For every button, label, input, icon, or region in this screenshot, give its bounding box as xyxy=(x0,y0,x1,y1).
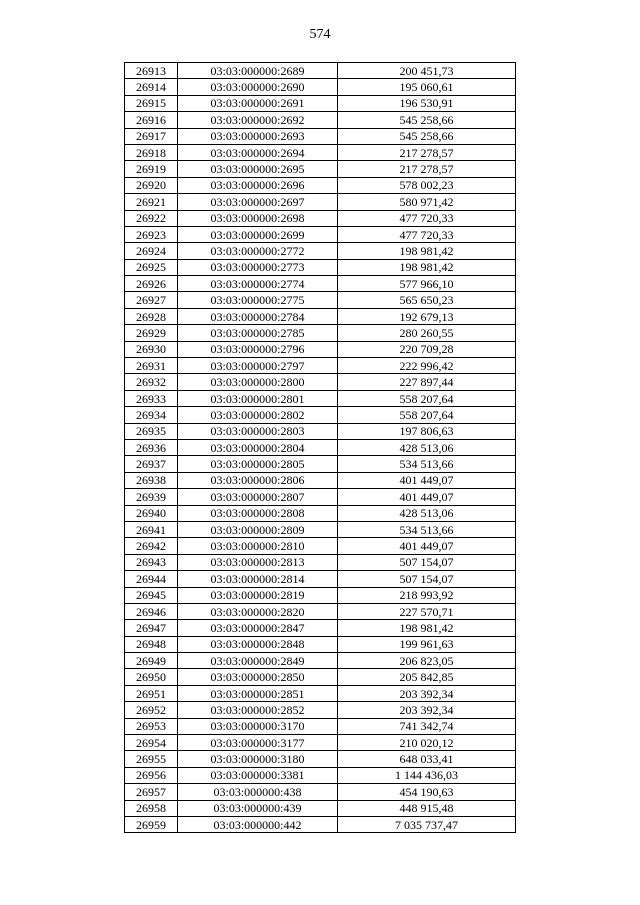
cadastral-number-cell: 03:03:000000:2804 xyxy=(178,439,338,455)
cadastral-number-cell: 03:03:000000:2698 xyxy=(178,210,338,226)
row-number-cell: 26946 xyxy=(125,603,178,619)
row-number-cell: 26923 xyxy=(125,226,178,242)
table-row xyxy=(125,161,516,177)
table-row xyxy=(125,521,516,537)
cadastral-value-cell: 534 513,66 xyxy=(338,521,516,537)
row-number-cell: 26933 xyxy=(125,390,178,406)
table-row xyxy=(125,554,516,570)
table-row xyxy=(125,784,516,800)
cadastral-value-cell: 477 720,33 xyxy=(338,226,516,242)
table-row xyxy=(125,538,516,554)
table-row xyxy=(125,423,516,439)
cadastral-value-cell: 197 806,63 xyxy=(338,423,516,439)
cadastral-number-cell: 03:03:000000:438 xyxy=(178,784,338,800)
cadastral-number-cell: 03:03:000000:2695 xyxy=(178,161,338,177)
cadastral-number-cell: 03:03:000000:2814 xyxy=(178,571,338,587)
cadastral-value-cell: 218 993,92 xyxy=(338,587,516,603)
table-row xyxy=(125,144,516,160)
cadastral-value-cell: 558 207,64 xyxy=(338,390,516,406)
cadastral-number-cell: 03:03:000000:2813 xyxy=(178,554,338,570)
cadastral-value-cell: 205 842,85 xyxy=(338,669,516,685)
row-number-cell: 26935 xyxy=(125,423,178,439)
table-row xyxy=(125,571,516,587)
table-row xyxy=(125,226,516,242)
cadastral-value-cell: 192 679,13 xyxy=(338,308,516,324)
table-row xyxy=(125,390,516,406)
cadastral-number-cell: 03:03:000000:439 xyxy=(178,800,338,816)
cadastral-value-cell: 222 996,42 xyxy=(338,358,516,374)
table-row xyxy=(125,63,516,79)
cadastral-number-cell: 03:03:000000:2801 xyxy=(178,390,338,406)
row-number-cell: 26931 xyxy=(125,358,178,374)
row-number-cell: 26953 xyxy=(125,718,178,734)
cadastral-value-cell: 195 060,61 xyxy=(338,79,516,95)
cadastral-value-cell: 210 020,12 xyxy=(338,735,516,751)
cadastral-value-cell: 577 966,10 xyxy=(338,276,516,292)
row-number-cell: 26928 xyxy=(125,308,178,324)
cadastral-value-cell: 196 530,91 xyxy=(338,95,516,111)
table-row xyxy=(125,653,516,669)
row-number-cell: 26919 xyxy=(125,161,178,177)
table-row xyxy=(125,308,516,324)
table-row xyxy=(125,194,516,210)
cadastral-number-cell: 03:03:000000:2819 xyxy=(178,587,338,603)
cadastral-number-cell: 03:03:000000:2796 xyxy=(178,341,338,357)
cadastral-number-cell: 03:03:000000:2806 xyxy=(178,472,338,488)
cadastral-value-cell: 401 449,07 xyxy=(338,472,516,488)
cadastral-value-cell: 578 002,23 xyxy=(338,177,516,193)
cadastral-number-cell: 03:03:000000:2697 xyxy=(178,194,338,210)
cadastral-number-cell: 03:03:000000:2693 xyxy=(178,128,338,144)
cadastral-value-cell: 648 033,41 xyxy=(338,751,516,767)
row-number-cell: 26934 xyxy=(125,407,178,423)
table-row xyxy=(125,456,516,472)
cadastral-value-cell: 200 451,73 xyxy=(338,63,516,79)
row-number-cell: 26957 xyxy=(125,784,178,800)
table-row xyxy=(125,276,516,292)
cadastral-value-cell: 741 342,74 xyxy=(338,718,516,734)
table-row xyxy=(125,95,516,111)
cadastral-value-cell: 217 278,57 xyxy=(338,161,516,177)
table-row xyxy=(125,407,516,423)
table-row xyxy=(125,800,516,816)
cadastral-number-cell: 03:03:000000:2852 xyxy=(178,702,338,718)
table-row xyxy=(125,325,516,341)
cadastral-number-cell: 03:03:000000:2847 xyxy=(178,620,338,636)
table-row xyxy=(125,620,516,636)
cadastral-number-cell: 03:03:000000:2803 xyxy=(178,423,338,439)
row-number-cell: 26932 xyxy=(125,374,178,390)
row-number-cell: 26944 xyxy=(125,571,178,587)
row-number-cell: 26916 xyxy=(125,112,178,128)
cadastral-value-cell: 199 961,63 xyxy=(338,636,516,652)
table-row xyxy=(125,439,516,455)
cadastral-value-cell: 507 154,07 xyxy=(338,554,516,570)
cadastral-value-cell: 198 981,42 xyxy=(338,620,516,636)
cadastral-number-cell: 03:03:000000:2820 xyxy=(178,603,338,619)
cadastral-value-cell: 227 570,71 xyxy=(338,603,516,619)
cadastral-value-cell: 580 971,42 xyxy=(338,194,516,210)
row-number-cell: 26914 xyxy=(125,79,178,95)
cadastral-value-cell: 227 897,44 xyxy=(338,374,516,390)
cadastral-value-cell: 565 650,23 xyxy=(338,292,516,308)
table-row xyxy=(125,718,516,734)
table-row xyxy=(125,751,516,767)
row-number-cell: 26920 xyxy=(125,177,178,193)
cadastral-number-cell: 03:03:000000:2689 xyxy=(178,63,338,79)
cadastral-value-cell: 545 258,66 xyxy=(338,128,516,144)
cadastral-number-cell: 03:03:000000:2690 xyxy=(178,79,338,95)
cadastral-number-cell: 03:03:000000:3180 xyxy=(178,751,338,767)
row-number-cell: 26937 xyxy=(125,456,178,472)
cadastral-value-cell: 558 207,64 xyxy=(338,407,516,423)
table-row xyxy=(125,292,516,308)
table-row xyxy=(125,767,516,783)
table-row xyxy=(125,374,516,390)
cadastral-number-cell: 03:03:000000:2849 xyxy=(178,653,338,669)
table-row xyxy=(125,505,516,521)
cadastral-number-cell: 03:03:000000:2851 xyxy=(178,685,338,701)
cadastral-value-cell: 217 278,57 xyxy=(338,144,516,160)
cadastral-number-cell: 03:03:000000:2699 xyxy=(178,226,338,242)
row-number-cell: 26955 xyxy=(125,751,178,767)
row-number-cell: 26954 xyxy=(125,735,178,751)
cadastral-value-cell: 428 513,06 xyxy=(338,439,516,455)
row-number-cell: 26915 xyxy=(125,95,178,111)
row-number-cell: 26929 xyxy=(125,325,178,341)
row-number-cell: 26940 xyxy=(125,505,178,521)
cadastral-number-cell: 03:03:000000:2785 xyxy=(178,325,338,341)
row-number-cell: 26939 xyxy=(125,489,178,505)
cadastral-number-cell: 03:03:000000:2850 xyxy=(178,669,338,685)
row-number-cell: 26942 xyxy=(125,538,178,554)
cadastral-value-cell: 545 258,66 xyxy=(338,112,516,128)
row-number-cell: 26917 xyxy=(125,128,178,144)
cadastral-number-cell: 03:03:000000:2810 xyxy=(178,538,338,554)
cadastral-number-cell: 03:03:000000:2772 xyxy=(178,243,338,259)
cadastral-number-cell: 03:03:000000:2800 xyxy=(178,374,338,390)
row-number-cell: 26938 xyxy=(125,472,178,488)
cadastral-number-cell: 03:03:000000:2805 xyxy=(178,456,338,472)
cadastral-value-cell: 477 720,33 xyxy=(338,210,516,226)
row-number-cell: 26951 xyxy=(125,685,178,701)
table-row xyxy=(125,735,516,751)
cadastral-value-cell: 448 915,48 xyxy=(338,800,516,816)
cadastral-number-cell: 03:03:000000:442 xyxy=(178,816,338,832)
cadastral-value-cell: 401 449,07 xyxy=(338,538,516,554)
cadastral-number-cell: 03:03:000000:2784 xyxy=(178,308,338,324)
cadastral-value-cell: 198 981,42 xyxy=(338,259,516,275)
row-number-cell: 26943 xyxy=(125,554,178,570)
cadastral-value-cell: 203 392,34 xyxy=(338,685,516,701)
row-number-cell: 26926 xyxy=(125,276,178,292)
row-number-cell: 26949 xyxy=(125,653,178,669)
cadastral-value-cell: 280 260,55 xyxy=(338,325,516,341)
row-number-cell: 26921 xyxy=(125,194,178,210)
cadastral-number-cell: 03:03:000000:3381 xyxy=(178,767,338,783)
cadastral-value-cell: 428 513,06 xyxy=(338,505,516,521)
row-number-cell: 26930 xyxy=(125,341,178,357)
cadastral-value-cell: 203 392,34 xyxy=(338,702,516,718)
cadastral-value-cell: 7 035 737,47 xyxy=(338,816,516,832)
cadastral-number-cell: 03:03:000000:2775 xyxy=(178,292,338,308)
cadastral-value-cell: 401 449,07 xyxy=(338,489,516,505)
row-number-cell: 26941 xyxy=(125,521,178,537)
cadastral-number-cell: 03:03:000000:2774 xyxy=(178,276,338,292)
cadastral-number-cell: 03:03:000000:2696 xyxy=(178,177,338,193)
page-number: 574 xyxy=(309,27,331,42)
row-number-cell: 26925 xyxy=(125,259,178,275)
row-number-cell: 26948 xyxy=(125,636,178,652)
cadastral-number-cell: 03:03:000000:3177 xyxy=(178,735,338,751)
table-row xyxy=(125,603,516,619)
cadastral-number-cell: 03:03:000000:2808 xyxy=(178,505,338,521)
table-row xyxy=(125,341,516,357)
cadastral-value-cell: 454 190,63 xyxy=(338,784,516,800)
cadastral-number-cell: 03:03:000000:2694 xyxy=(178,144,338,160)
cadastral-value-cell: 534 513,66 xyxy=(338,456,516,472)
row-number-cell: 26958 xyxy=(125,800,178,816)
row-number-cell: 26950 xyxy=(125,669,178,685)
row-number-cell: 26918 xyxy=(125,144,178,160)
cadastral-value-cell: 206 823,05 xyxy=(338,653,516,669)
cadastral-number-cell: 03:03:000000:2692 xyxy=(178,112,338,128)
cadastral-number-cell: 03:03:000000:2848 xyxy=(178,636,338,652)
table-row xyxy=(125,816,516,832)
cadastral-value-cell: 220 709,28 xyxy=(338,341,516,357)
table-row xyxy=(125,177,516,193)
row-number-cell: 26952 xyxy=(125,702,178,718)
table-row xyxy=(125,79,516,95)
table-row xyxy=(125,489,516,505)
cadastral-value-cell: 198 981,42 xyxy=(338,243,516,259)
table-row xyxy=(125,358,516,374)
cadastral-number-cell: 03:03:000000:2691 xyxy=(178,95,338,111)
table-row xyxy=(125,112,516,128)
row-number-cell: 26956 xyxy=(125,767,178,783)
row-number-cell: 26947 xyxy=(125,620,178,636)
table-row xyxy=(125,128,516,144)
cadastral-number-cell: 03:03:000000:2809 xyxy=(178,521,338,537)
table-row xyxy=(125,472,516,488)
cadastral-value-cell: 507 154,07 xyxy=(338,571,516,587)
row-number-cell: 26924 xyxy=(125,243,178,259)
table-row xyxy=(125,636,516,652)
table-row xyxy=(125,685,516,701)
row-number-cell: 26922 xyxy=(125,210,178,226)
cadastral-value-table xyxy=(124,62,516,833)
row-number-cell: 26945 xyxy=(125,587,178,603)
row-number-cell: 26927 xyxy=(125,292,178,308)
table-body xyxy=(125,63,516,833)
row-number-cell: 26913 xyxy=(125,63,178,79)
row-number-cell: 26936 xyxy=(125,439,178,455)
row-number-cell: 26959 xyxy=(125,816,178,832)
cadastral-number-cell: 03:03:000000:2773 xyxy=(178,259,338,275)
cadastral-number-cell: 03:03:000000:2797 xyxy=(178,358,338,374)
table-row xyxy=(125,669,516,685)
table-row xyxy=(125,587,516,603)
table-row xyxy=(125,702,516,718)
cadastral-number-cell: 03:03:000000:3170 xyxy=(178,718,338,734)
cadastral-value-cell: 1 144 436,03 xyxy=(338,767,516,783)
cadastral-number-cell: 03:03:000000:2802 xyxy=(178,407,338,423)
table-row xyxy=(125,243,516,259)
cadastral-number-cell: 03:03:000000:2807 xyxy=(178,489,338,505)
table-row xyxy=(125,259,516,275)
table-row xyxy=(125,210,516,226)
